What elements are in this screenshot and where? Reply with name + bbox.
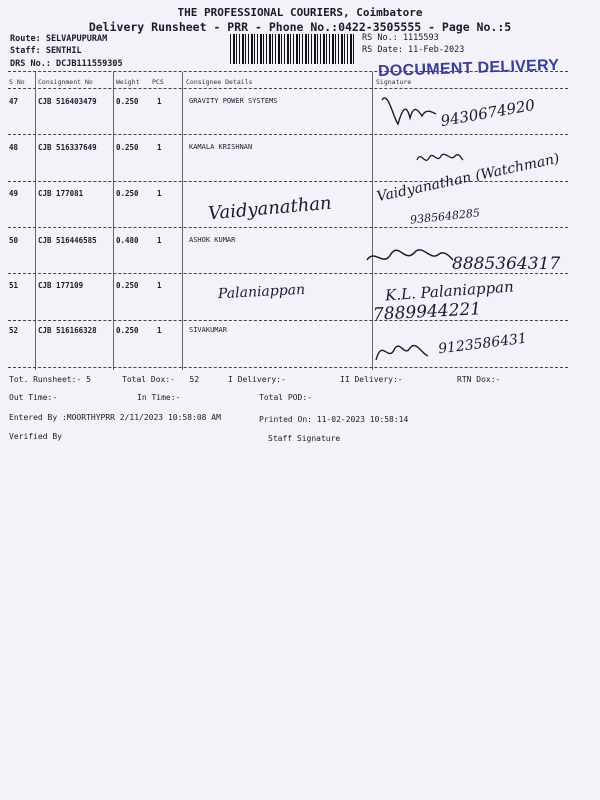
row-sno: 51 (9, 281, 19, 290)
out-time: Out Time:- (9, 393, 58, 402)
row-rule (8, 320, 568, 321)
col-header-signature: Signature (376, 78, 412, 86)
handwritten-name-51: Palaniappan (217, 281, 306, 303)
table-bottom-rule (8, 367, 568, 368)
row-weight: 0.250 (116, 189, 139, 198)
signature-scribble (365, 240, 455, 270)
row-sno: 52 (9, 326, 19, 335)
handwritten-signature-49: Vaidyanathan (Watchman) (375, 150, 561, 206)
handwritten-signature-51: K.L. Palaniappan (384, 277, 515, 305)
row-consignee: GRAVITY POWER SYSTEMS (189, 97, 278, 105)
table-top-rule (8, 71, 568, 72)
col-header-sno: S No (9, 78, 25, 86)
in-time: In Time:- (137, 393, 181, 402)
runsheet-subtitle: Delivery Runsheet - PRR - Phone No.:0422-3505555 - Page No.:5 (88, 20, 512, 34)
staff-signature-label: Staff Signature (268, 434, 341, 443)
entered-by: Entered By :MOORTHYPRR 2/11/2023 10:58:08 AM (9, 413, 221, 422)
signature-scribble (372, 332, 432, 368)
handwritten-phone-49: 9385648285 (409, 206, 481, 227)
rtn-dox: RTN Dox:- (457, 375, 501, 384)
column-divider (113, 72, 114, 370)
barcode-image (230, 34, 354, 64)
rs-number: RS No.: 1115593 (362, 33, 439, 43)
row-weight: 0.250 (116, 326, 139, 335)
row-consignee: ASHOK KUMAR (189, 236, 236, 244)
row-consignee: SIVAKUMAR (189, 326, 227, 334)
total-pod: Total POD:- (259, 393, 312, 402)
verified-by: Verified By (9, 432, 62, 441)
row-consignment: CJB 177081 (38, 189, 84, 198)
row-consignment: CJB 516446585 (38, 236, 97, 245)
row-rule (8, 134, 568, 135)
row-pcs: 1 (157, 236, 162, 245)
row-consignment: CJB 177109 (38, 281, 84, 290)
ii-delivery: II Delivery:- (340, 375, 403, 384)
row-sno: 48 (9, 143, 19, 152)
row-pcs: 1 (157, 189, 162, 198)
signature-scribble (378, 90, 438, 132)
row-sno: 49 (9, 189, 19, 198)
row-weight: 0.480 (116, 236, 139, 245)
rs-date: RS Date: 11-Feb-2023 (362, 45, 465, 55)
row-weight: 0.250 (116, 143, 139, 152)
printed-on: Printed On: 11-02-2023 10:58:14 (259, 415, 409, 424)
signature-scribble (415, 146, 465, 170)
column-divider (372, 72, 373, 370)
route-label: Route: SELVAPUPURAM (10, 34, 108, 44)
row-consignment: CJB 516166328 (38, 326, 97, 335)
company-title: THE PROFESSIONAL COURIERS, Coimbatore (177, 6, 423, 19)
row-pcs: 1 (157, 143, 162, 152)
handwritten-name-49: Vaidyanathan (207, 192, 333, 225)
column-divider (182, 72, 183, 370)
drs-label: DRS No.: DCJB111559305 (10, 59, 123, 69)
total-runsheet: Tot. Runsheet:- 5 (9, 375, 91, 384)
document-delivery-stamp: DOCUMENT DELIVERY (377, 56, 560, 81)
col-header-weight: Weight (116, 78, 140, 86)
row-consignment: CJB 516403479 (38, 97, 97, 106)
row-pcs: 1 (157, 281, 162, 290)
row-consignee: KAMALA KRISHNAN (189, 143, 253, 151)
row-pcs: 1 (157, 326, 162, 335)
row-sno: 50 (9, 236, 19, 245)
total-dox: Total Dox:- 52 (122, 375, 200, 384)
col-header-consignment: Consignment No (38, 78, 93, 86)
i-delivery: I Delivery:- (228, 375, 286, 384)
row-sno: 47 (9, 97, 19, 106)
row-consignment: CJB 516337649 (38, 143, 97, 152)
row-pcs: 1 (157, 97, 162, 106)
row-weight: 0.250 (116, 97, 139, 106)
col-header-pcs: PCS (152, 78, 164, 86)
row-rule (8, 227, 568, 228)
staff-label: Staff: SENTHIL (10, 46, 82, 56)
handwritten-phone-47: 9430674920 (439, 95, 537, 131)
col-header-consignee: Consignee Details (186, 78, 253, 86)
handwritten-phone-52: 9123586431 (437, 330, 528, 358)
header-rule (8, 88, 568, 89)
column-divider (35, 72, 36, 370)
handwritten-phone-51: 7889944221 (372, 299, 482, 325)
row-weight: 0.250 (116, 281, 139, 290)
handwritten-phone-50: 8885364317 (452, 254, 561, 274)
